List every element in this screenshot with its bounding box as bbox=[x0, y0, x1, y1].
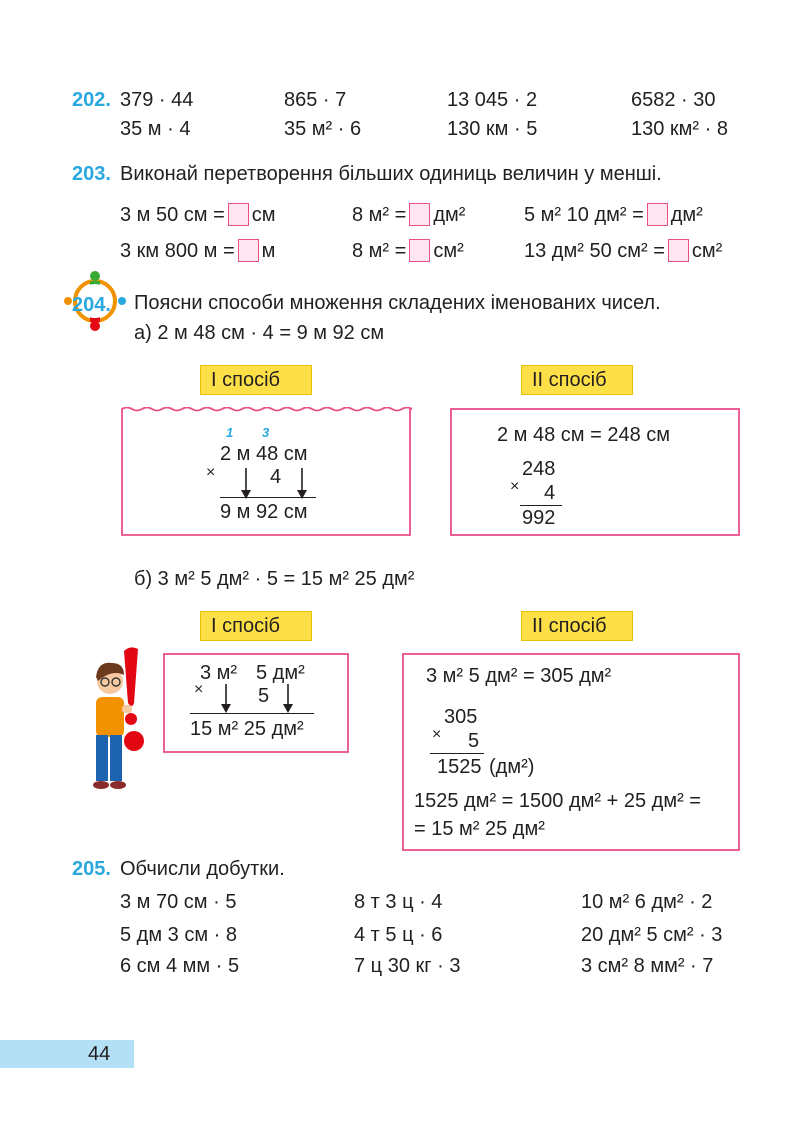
conversion-left: 8 м² = bbox=[352, 240, 407, 262]
multiplicand: 2 м 48 см bbox=[220, 443, 308, 465]
expression: 865 · 7 bbox=[284, 89, 347, 111]
exercise-number-204: 204. bbox=[72, 294, 111, 316]
result: 992 bbox=[522, 507, 556, 529]
conversion-unit: дм² bbox=[433, 204, 466, 226]
conversion-unit: дм² bbox=[670, 204, 703, 226]
expression: 379 · 44 bbox=[120, 89, 194, 111]
answer-box[interactable] bbox=[238, 239, 259, 262]
conversion-left: 8 м² = bbox=[352, 204, 407, 226]
multiplier: 4 bbox=[270, 466, 282, 488]
conversion-item bbox=[120, 239, 275, 263]
exercise-number-203: 203. bbox=[72, 163, 111, 185]
underline bbox=[430, 753, 484, 754]
method-1-tag: І спосіб bbox=[200, 611, 312, 641]
subtask-b-label: б) 3 м² 5 дм² · 5 = 15 м² 25 дм² bbox=[134, 568, 415, 590]
result: 9 м 92 см bbox=[220, 501, 308, 523]
conversion-unit: см² bbox=[691, 240, 723, 262]
multiplicand-part: 5 дм² bbox=[256, 662, 305, 684]
times-sign: × bbox=[432, 726, 442, 743]
conversion-item bbox=[524, 239, 722, 263]
expression: 35 м · 4 bbox=[120, 118, 191, 140]
expression: 3 см² 8 мм² · 7 bbox=[581, 955, 714, 977]
conversion-left: 3 м 50 см = bbox=[120, 204, 225, 226]
multiplicand-part: 3 м² bbox=[200, 662, 238, 684]
result-unit: (дм²) bbox=[489, 756, 535, 778]
carry-digit: 3 bbox=[262, 425, 270, 440]
conversion: 2 м 48 см = 248 см bbox=[497, 424, 671, 446]
carry-digit: 1 bbox=[226, 425, 234, 440]
expression: 130 км² · 8 bbox=[631, 118, 728, 140]
conversion-left: 13 дм² 50 см² = bbox=[524, 240, 665, 262]
conversion-item bbox=[120, 203, 276, 227]
conversion-item bbox=[352, 239, 464, 263]
expression: 6582 · 30 bbox=[631, 89, 716, 111]
expression: 7 ц 30 кг · 3 bbox=[354, 955, 461, 977]
result: 1525 bbox=[437, 756, 482, 778]
expression: 13 045 · 2 bbox=[447, 89, 538, 111]
expression: 3 м 70 см · 5 bbox=[120, 891, 237, 913]
page-number-bar bbox=[0, 1040, 134, 1068]
exercise-number-202: 202. bbox=[72, 89, 111, 111]
conversion-item bbox=[352, 203, 465, 227]
expression: 8 т 3 ц · 4 bbox=[354, 891, 443, 913]
page-number: 44 bbox=[88, 1043, 111, 1065]
exercise-title: Виконай перетворення більших одиниць величин у менші. bbox=[120, 163, 662, 185]
arrows-icon bbox=[218, 684, 298, 714]
times-sign: × bbox=[510, 478, 520, 495]
answer-box[interactable] bbox=[409, 239, 430, 262]
answer-box[interactable] bbox=[409, 203, 430, 226]
answer-box[interactable] bbox=[647, 203, 668, 226]
underline bbox=[220, 497, 316, 498]
result: 15 м² 25 дм² bbox=[190, 718, 304, 740]
expression: 5 дм 3 см · 8 bbox=[120, 924, 237, 946]
expression: 6 см 4 мм · 5 bbox=[120, 955, 240, 977]
underline bbox=[190, 713, 314, 714]
answer-box[interactable] bbox=[668, 239, 689, 262]
exercise-title: Поясни способи множення складених іменованих чисел. bbox=[134, 292, 661, 314]
conversion-unit: см² bbox=[433, 240, 464, 262]
conversion-left: 5 м² 10 дм² = bbox=[524, 204, 644, 226]
times-sign: × bbox=[194, 681, 204, 698]
expression: 35 м² · 6 bbox=[284, 118, 362, 140]
conversion-item bbox=[524, 203, 703, 227]
times-sign: × bbox=[206, 464, 216, 481]
conversion: 3 м² 5 дм² = 305 дм² bbox=[426, 665, 612, 687]
equation: = 15 м² 25 дм² bbox=[414, 818, 545, 840]
boy-illustration bbox=[88, 645, 158, 795]
subtask-a-label: а) 2 м 48 см · 4 = 9 м 92 см bbox=[134, 322, 385, 344]
expression: 10 м² 6 дм² · 2 bbox=[581, 891, 713, 913]
multiplicand: 248 bbox=[522, 458, 556, 480]
multiplicand: 305 bbox=[444, 706, 478, 728]
multiplier: 5 bbox=[258, 685, 270, 707]
conversion-unit: м bbox=[261, 240, 276, 262]
conversion-unit: см bbox=[251, 204, 276, 226]
answer-box[interactable] bbox=[228, 203, 249, 226]
equation: 1525 дм² = 1500 дм² + 25 дм² = bbox=[414, 790, 701, 812]
arrows-icon bbox=[236, 468, 316, 500]
method-1-tag: І спосіб bbox=[200, 365, 312, 395]
expression: 4 т 5 ц · 6 bbox=[354, 924, 443, 946]
multiplier: 4 bbox=[544, 482, 556, 504]
exercise-title: Обчисли добутки. bbox=[120, 858, 285, 880]
expression: 20 дм² 5 см² · 3 bbox=[581, 924, 723, 946]
multiplier: 5 bbox=[468, 730, 480, 752]
method-2-tag: ІІ спосіб bbox=[521, 365, 633, 395]
conversion-left: 3 км 800 м = bbox=[120, 240, 235, 262]
expression: 130 км · 5 bbox=[447, 118, 538, 140]
method-2-tag: ІІ спосіб bbox=[521, 611, 633, 641]
exercise-number-205: 205. bbox=[72, 858, 111, 880]
